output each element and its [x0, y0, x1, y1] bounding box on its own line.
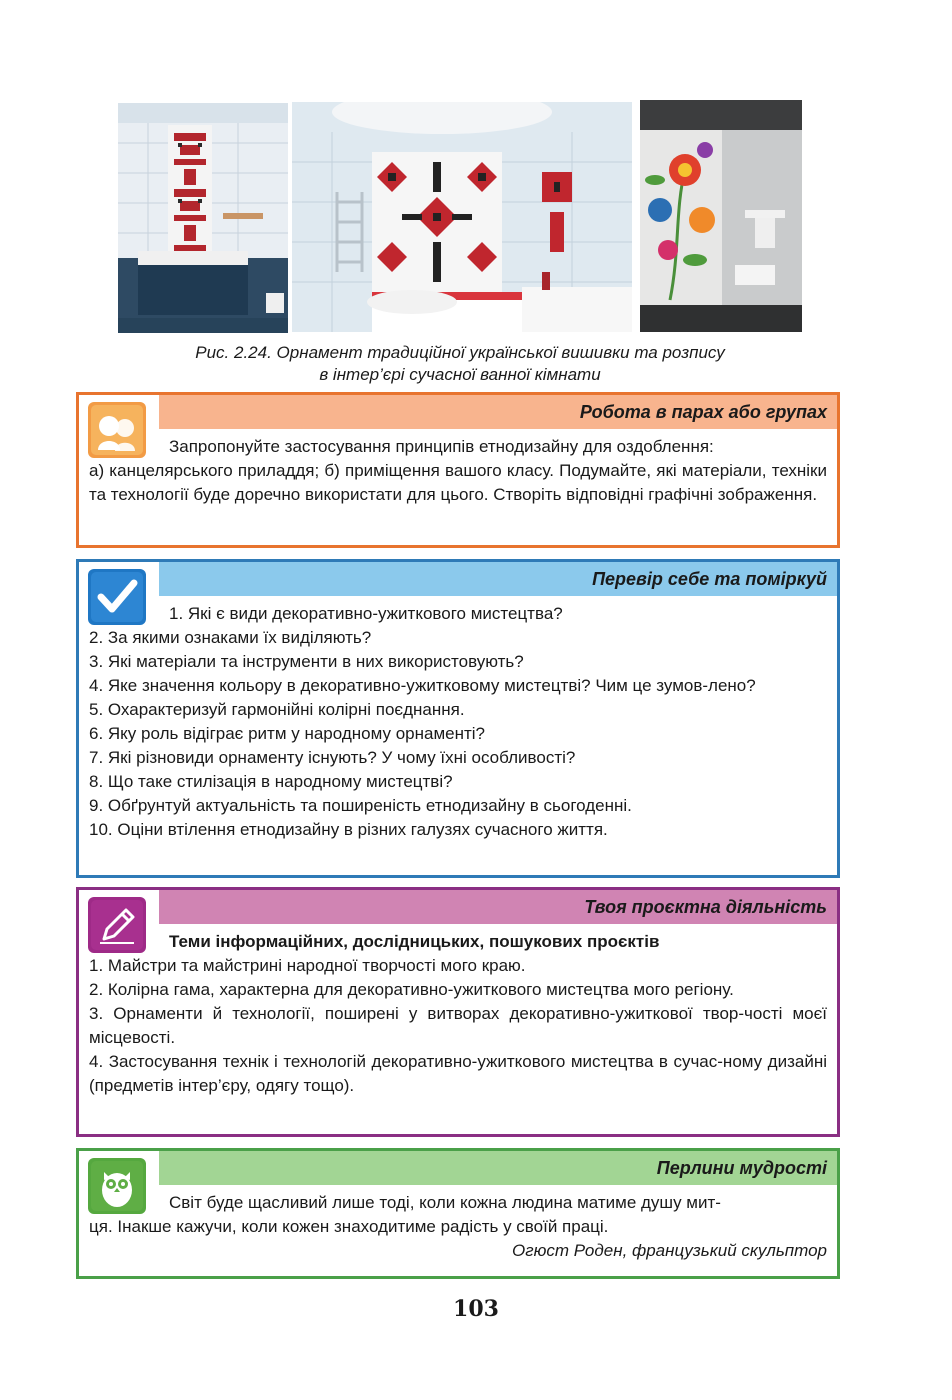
wisdom-quote: ця. Інакше кажучи, коли кожен знаходитиме радість у своїй праці.	[89, 1217, 609, 1236]
wisdom-title: Перлини мудрості	[159, 1151, 837, 1185]
project-box	[76, 887, 840, 1137]
wisdom-quote-first: Світ буде щасливий лише тоді, коли кожна людина матиме душу мит-	[169, 1193, 721, 1212]
project-item: 3. Орнаменти й технології, поширені у витворах декоративно-ужиткової твор-чості моєї місцевості.	[89, 1004, 827, 1047]
page-number: 103	[453, 1296, 499, 1322]
pairs-work-title: Робота в парах або групах	[159, 395, 837, 429]
wisdom-author: Огюст Роден, французький скульптор	[511, 1241, 827, 1260]
project-item: 2. Колірна гама, характерна для декоративно-ужиткового мистецтва мого регіону.	[89, 980, 734, 999]
question-item: 4. Яке значення кольору в декоративно-ужитковому мистецтві? Чим це зумов-лено?	[89, 676, 756, 695]
question-item: 7. Які різновиди орнаменту існують? У чому їхні особливості?	[89, 748, 576, 767]
check-yourself-box	[76, 559, 840, 878]
question-item: 9. Обґрунтуй актуальність та поширеність етнодизайну в сьогоденні.	[89, 796, 632, 815]
pairs-work-box	[76, 392, 840, 548]
project-title: Твоя проєктна діяльність	[159, 890, 837, 924]
question-item: 1. Які є види декоративно-ужиткового мистецтва?	[169, 604, 563, 623]
pairs-work-text-first: Запропонуйте застосування принципів етнодизайну для оздоблення:	[169, 437, 714, 456]
bathroom-photo-floral-painting	[640, 100, 802, 332]
question-item: 3. Які матеріали та інструменти в них використовують?	[89, 652, 524, 671]
caption-line-2: в інтер’єрі сучасної ванної кімнати	[319, 365, 601, 384]
question-item: 5. Охарактеризуй гармонійні колірні поєднання.	[89, 700, 465, 719]
question-item: 2. За якими ознаками їх виділяють?	[89, 628, 372, 647]
check-yourself-title: Перевір себе та поміркуй	[159, 562, 837, 596]
question-item: 8. Що таке стилізація в народному мистецтві?	[89, 772, 453, 791]
project-item: 4. Застосування технік і технологій декоративно-ужиткового мистецтва в сучас-ному дизайні (предметів інтер’єру, одягу тощо).	[89, 1052, 827, 1095]
question-item: 10. Оціни втілення етнодизайну в різних галузях сучасного життя.	[89, 820, 608, 839]
bathroom-photo-embroidery-strip	[118, 103, 288, 333]
caption-line-1: Рис. 2.24. Орнамент традиційної української вишивки та розпису	[195, 343, 725, 362]
project-subtitle: Теми інформаційних, дослідницьких, пошукових проєктів	[169, 932, 660, 951]
bathroom-photo-embroidery-wall	[292, 102, 632, 332]
project-item: 1. Майстри та майстрині народної творчості мого краю.	[89, 956, 526, 975]
figure-photos	[118, 100, 802, 332]
figure-caption	[100, 342, 820, 386]
question-item: 6. Яку роль відіграє ритм у народному орнаменті?	[89, 724, 485, 743]
wisdom-box	[76, 1148, 840, 1279]
pairs-work-text: а) канцелярського приладдя; б) приміщення вашого класу. Подумайте, які матеріали, техніки та технології буде доречно використати для цього. Створіть відповідні графічні зображення.	[89, 461, 827, 504]
